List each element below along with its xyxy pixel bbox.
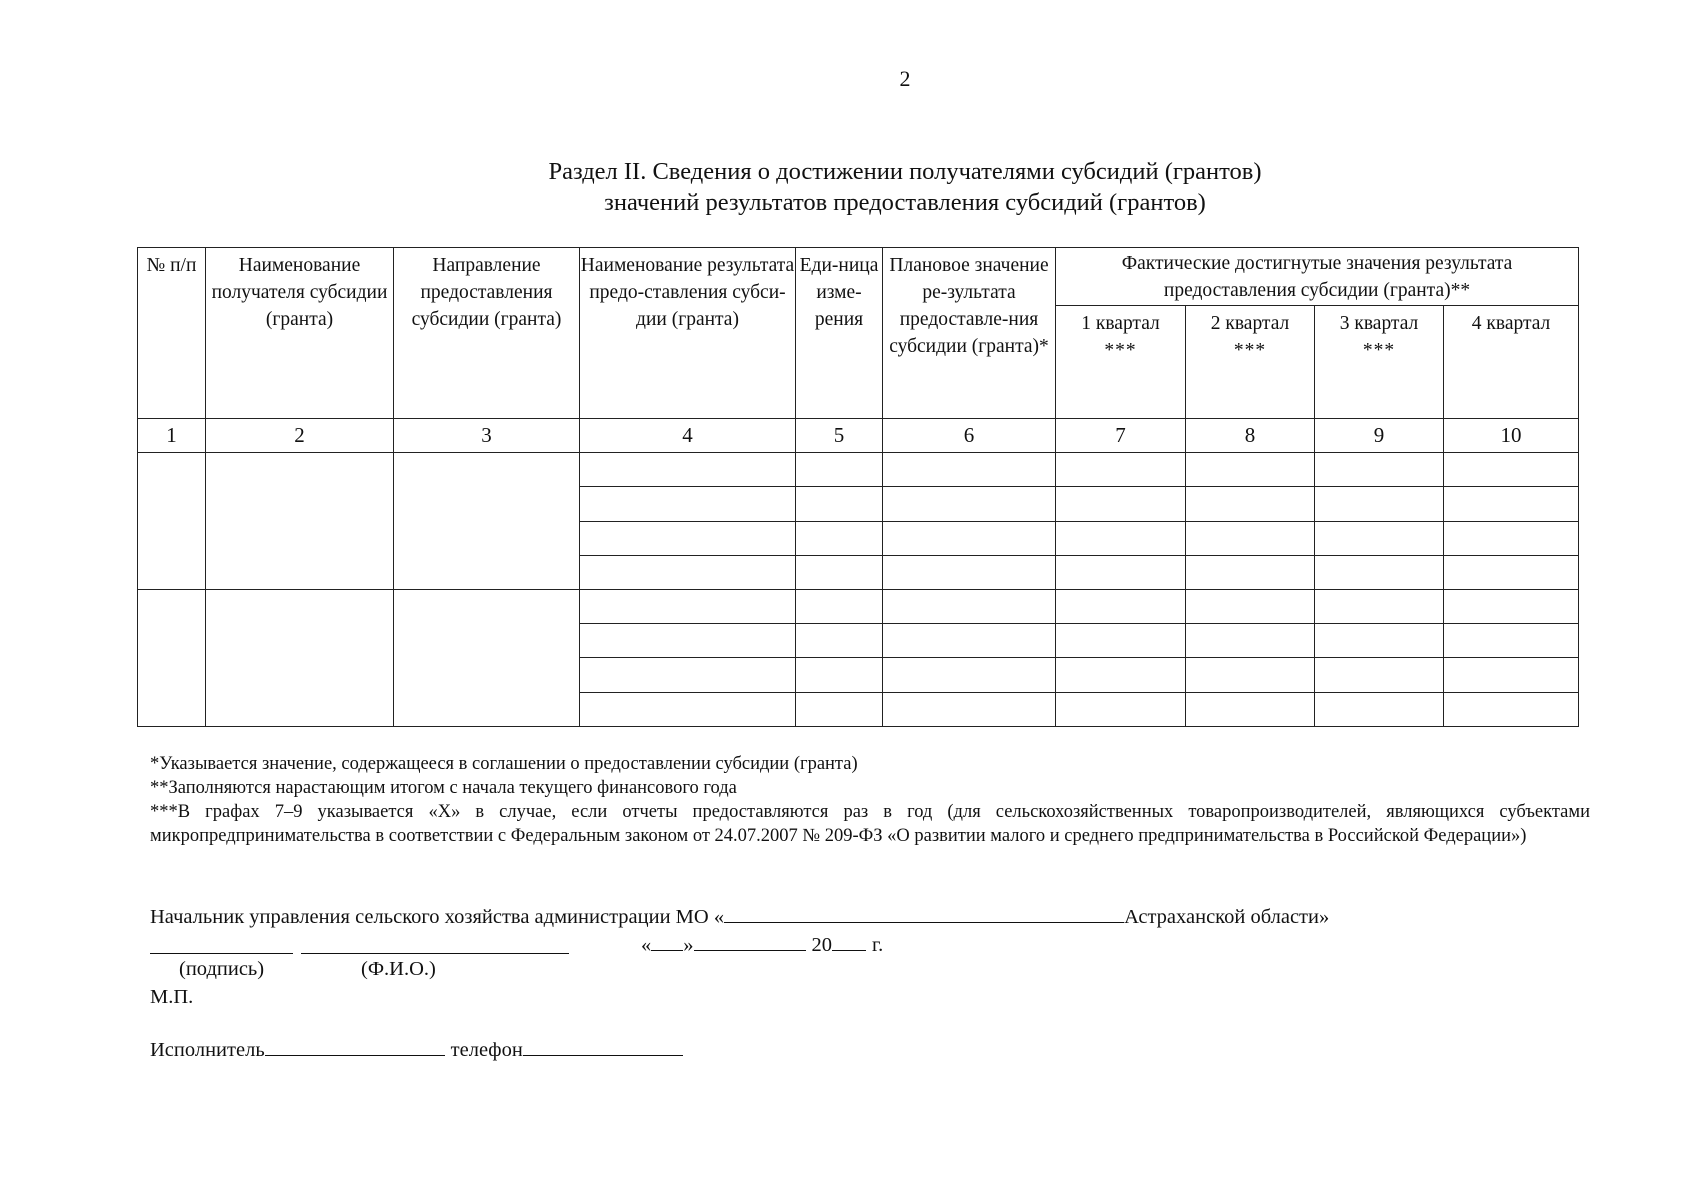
cell-q3[interactable] [1315, 658, 1444, 692]
column-number-cell: 10 [1444, 419, 1579, 453]
cell-number[interactable] [138, 590, 206, 727]
cell-result[interactable] [580, 453, 796, 487]
date-line [641, 928, 883, 957]
header-quarter-3: 3 квартал *** [1315, 306, 1444, 419]
cell-plan[interactable] [883, 555, 1056, 589]
cell-q3[interactable] [1315, 453, 1444, 487]
signature-label: (подпись) [179, 958, 265, 980]
executor-blank[interactable] [265, 1033, 445, 1056]
head-title-suffix: Астраханской области» [1124, 906, 1330, 928]
column-number-cell: 6 [883, 419, 1056, 453]
cell-direction[interactable] [394, 590, 580, 727]
column-number-cell: 2 [206, 419, 394, 453]
cell-q2[interactable] [1186, 692, 1315, 726]
phone-label: телефон [450, 1039, 523, 1061]
cell-q4[interactable] [1444, 658, 1579, 692]
cell-q3[interactable] [1315, 590, 1444, 624]
page-number: 2 [899, 66, 911, 91]
cell-unit[interactable] [796, 590, 883, 624]
cell-recipient[interactable] [206, 590, 394, 727]
column-number-cell: 4 [580, 419, 796, 453]
stamp-label: М.П. [150, 986, 194, 1008]
header-quarter-4: 4 квартал [1444, 306, 1579, 419]
cell-q2[interactable] [1186, 487, 1315, 521]
cell-plan[interactable] [883, 658, 1056, 692]
cell-result[interactable] [580, 555, 796, 589]
cell-q2[interactable] [1186, 658, 1315, 692]
section-title-line-2: значений результатов предоставления субсидий (грантов) [604, 189, 1206, 216]
cell-unit[interactable] [796, 692, 883, 726]
header-actual-values: Фактические достигнутые значения результата предоставления субсидии (гранта)** [1056, 248, 1579, 306]
cell-q2[interactable] [1186, 453, 1315, 487]
cell-q1[interactable] [1056, 624, 1186, 658]
cell-q1[interactable] [1056, 590, 1186, 624]
header-row [138, 248, 1579, 306]
column-numbers-row [138, 419, 1579, 453]
column-number-cell: 9 [1315, 419, 1444, 453]
cell-q2[interactable] [1186, 555, 1315, 589]
column-number-cell: 3 [394, 419, 580, 453]
footnote-1: *Указывается значение, содержащееся в соглашении о предоставлении субсидии (гранта) [150, 754, 858, 774]
section-title-line-1: Раздел II. Сведения о достижении получателями субсидий (грантов) [548, 158, 1262, 185]
header-number: № п/п [138, 248, 206, 419]
cell-recipient[interactable] [206, 453, 394, 590]
cell-unit[interactable] [796, 555, 883, 589]
cell-plan[interactable] [883, 590, 1056, 624]
column-number-cell: 8 [1186, 419, 1315, 453]
cell-unit[interactable] [796, 453, 883, 487]
cell-q4[interactable] [1444, 590, 1579, 624]
header-direction: Направление предоставления субсидии (гранта) [394, 248, 580, 419]
cell-q3[interactable] [1315, 487, 1444, 521]
header-result-name: Наименование результата предо-ставления субси-дии (гранта) [580, 248, 796, 419]
day-blank[interactable] [651, 928, 683, 951]
cell-result[interactable] [580, 624, 796, 658]
month-blank[interactable] [694, 928, 806, 951]
cell-q4[interactable] [1444, 692, 1579, 726]
cell-q3[interactable] [1315, 521, 1444, 555]
table-row [138, 453, 1579, 487]
cell-q2[interactable] [1186, 624, 1315, 658]
header-quarter-2: 2 квартал *** [1186, 306, 1315, 419]
head-title-prefix: Начальник управления сельского хозяйства администрации МО « [150, 906, 725, 928]
cell-result[interactable] [580, 658, 796, 692]
cell-result[interactable] [580, 487, 796, 521]
cell-q4[interactable] [1444, 521, 1579, 555]
results-table [137, 247, 1579, 727]
header-planned-value: Плановое значение ре-зультата предоставле-ния субсидии (гранта)* [883, 248, 1056, 419]
cell-result[interactable] [580, 590, 796, 624]
cell-q2[interactable] [1186, 590, 1315, 624]
executor-label: Исполнитель [150, 1039, 265, 1061]
column-number-cell: 7 [1056, 419, 1186, 453]
cell-q1[interactable] [1056, 692, 1186, 726]
executor-line [150, 1033, 683, 1062]
column-number-cell: 5 [796, 419, 883, 453]
name-label: (Ф.И.О.) [361, 958, 436, 980]
cell-q3[interactable] [1315, 624, 1444, 658]
column-number-cell: 1 [138, 419, 206, 453]
cell-q3[interactable] [1315, 555, 1444, 589]
signature-blank[interactable] [150, 953, 293, 954]
footnote-3: ***В графах 7–9 указывается «Х» в случае, если отчеты предоставляются раз в год (для сельскохозяйственных товаропроизводителей, являющихся субъектами микропредпринимательства в соответствии с Федеральным законом от 24.07.2007 № 209-ФЗ «О развитии малого и среднего предпринимательства в Российской Федерации») [150, 802, 1590, 846]
head-signature-line [150, 900, 1329, 929]
cell-unit[interactable] [796, 658, 883, 692]
cell-q4[interactable] [1444, 487, 1579, 521]
date-close-quote: » [683, 934, 694, 956]
municipality-blank[interactable] [724, 900, 1124, 923]
cell-plan[interactable] [883, 624, 1056, 658]
phone-blank[interactable] [523, 1033, 683, 1056]
section-title [0, 156, 1697, 218]
cell-q3[interactable] [1315, 692, 1444, 726]
cell-q4[interactable] [1444, 555, 1579, 589]
cell-direction[interactable] [394, 453, 580, 590]
cell-q2[interactable] [1186, 521, 1315, 555]
year-suffix: г. [872, 934, 884, 956]
cell-unit[interactable] [796, 521, 883, 555]
header-recipient: Наименование получателя субсидии (гранта) [206, 248, 394, 419]
cell-result[interactable] [580, 692, 796, 726]
table-row [138, 590, 1579, 624]
cell-plan[interactable] [883, 521, 1056, 555]
year-prefix: 20 [811, 934, 832, 956]
cell-q1[interactable] [1056, 555, 1186, 589]
header-quarter-1: 1 квартал *** [1056, 306, 1186, 419]
cell-number[interactable] [138, 453, 206, 590]
footnotes [150, 752, 1590, 848]
cell-q4[interactable] [1444, 624, 1579, 658]
cell-unit[interactable] [796, 624, 883, 658]
cell-q1[interactable] [1056, 521, 1186, 555]
header-unit: Еди-ница изме-рения [796, 248, 883, 419]
cell-unit[interactable] [796, 487, 883, 521]
full-name-blank[interactable] [301, 953, 569, 954]
cell-q4[interactable] [1444, 453, 1579, 487]
cell-plan[interactable] [883, 692, 1056, 726]
date-open-quote: « [641, 934, 652, 956]
cell-q1[interactable] [1056, 487, 1186, 521]
cell-q1[interactable] [1056, 453, 1186, 487]
cell-result[interactable] [580, 521, 796, 555]
footnote-2: **Заполняются нарастающим итогом с начала текущего финансового года [150, 778, 737, 798]
cell-plan[interactable] [883, 487, 1056, 521]
cell-plan[interactable] [883, 453, 1056, 487]
cell-q1[interactable] [1056, 658, 1186, 692]
year-blank[interactable] [832, 928, 866, 951]
